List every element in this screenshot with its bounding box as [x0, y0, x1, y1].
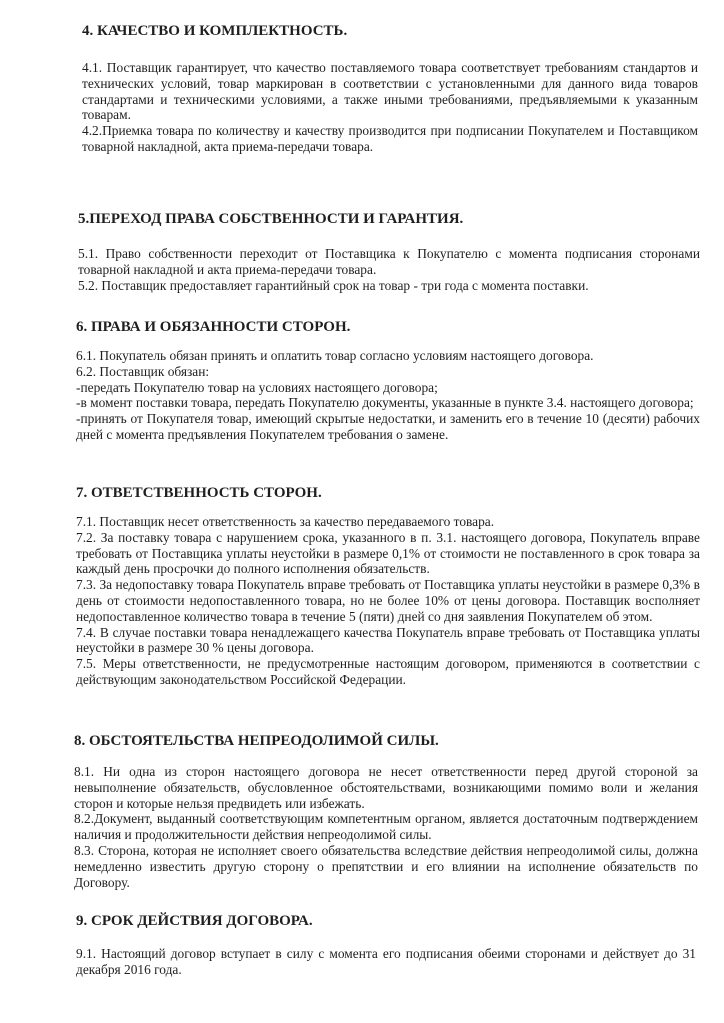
paragraph-6-1: 6.1. Покупатель обязан принять и оплатить товар согласно условиям настоящего договора. [76, 348, 594, 363]
section-7-liability [76, 484, 700, 688]
paragraph-8-3: 8.3. Сторона, которая не исполняет своего обязательства вследствие действия непреодолимой силы, должна немедленно известить другую сторону о препятствии и его влиянии на исполнение обязательств по Договору. [74, 842, 698, 890]
paragraph-6-2-c: -принять от Покупателя товар, имеющий скрытые недостатки, и заменить его в течение 10 (десяти) рабочих дней с момента предъявления Покупателем требования о замене. [76, 411, 700, 442]
paragraph-4-2: 4.2.Приемка товара по количеству и качеству производится при подписании Покупателем и Поставщиком товарной накладной, акта приема-передачи товара. [82, 123, 698, 154]
paragraph-7-1: 7.1. Поставщик несет ответственность за качество передаваемого товара. [76, 514, 495, 529]
section-title: 4. КАЧЕСТВО И КОМПЛЕКТНОСТЬ. [82, 23, 348, 39]
section-4-quality [82, 22, 698, 155]
section-title: 9. СРОК ДЕЙСТВИЯ ДОГОВОРА. [76, 913, 313, 929]
section-title: 6. ПРАВА И ОБЯЗАННОСТИ СТОРОН. [76, 319, 351, 335]
section-title: 8. ОБСТОЯТЕЛЬСТВА НЕПРЕОДОЛИМОЙ СИЛЫ. [74, 733, 439, 749]
section-6-rights [76, 318, 700, 443]
section-title: 5.ПЕРЕХОД ПРАВА СОБСТВЕННОСТИ И ГАРАНТИЯ. [78, 211, 464, 227]
section-9-term [76, 912, 696, 978]
paragraph-5-2: 5.2. Поставщик предоставляет гарантийный срок на товар - три года с момента поставки. [78, 277, 589, 293]
paragraph-7-4: 7.4. В случае поставки товара ненадлежащего качества Покупатель вправе требовать от Поставщика уплаты неустойки в размере 30 % цены договора. [76, 624, 700, 656]
section-title: 7. ОТВЕТСТВЕННОСТЬ СТОРОН. [76, 485, 322, 501]
paragraph-8-2: 8.2.Документ, выданный соответствующим компетентным органом, является достаточным подтверждением наличия и продолжительности действия непреодолимой силы. [74, 811, 698, 843]
paragraph-9-1: 9.1. Настоящий договор вступает в силу с момента его подписания обеими сторонами и действует до 31 декабря 2016 года. [76, 946, 696, 977]
paragraph-6-2-a: -передать Покупателю товар на условиях настоящего договора; [76, 379, 438, 395]
paragraph-7-3: 7.3. За недопоставку товара Покупатель вправе требовать от Поставщика уплаты неустойки в размере 0,3% в день от стоимости недопоставленного товара, но не более 10% от цены договора. Поставщик восполняет недопоставленное количество товара в течение 5 (пяти) дней со дня заявления Покупателем об этом. [76, 577, 700, 624]
paragraph-6-2-b: -в момент поставки товара, передать Покупателю документы, указанные в пункте 3.4. настоящего договора; [76, 395, 694, 411]
paragraph-5-1: 5.1. Право собственности переходит от Поставщика к Покупателю с момента подписания сторонами товарной накладной и акта приема-передачи товара. [78, 246, 700, 277]
paragraph-4-1: 4.1. Поставщик гарантирует, что качество поставляемого товара соответствует требованиям стандартов и технических условий, товар маркирован в соответствии с установленными для данного вида товаров стандартами и техническими условиями, а также иными требованиями, предъявляемыми к указанным товарам. [82, 60, 698, 123]
paragraph-8-1: 8.1. Ни одна из сторон настоящего договора не несет ответственности перед другой стороной за невыполнение обязательств, обусловленное обстоятельствами, возникающими помимо воли и желания сторон и которые нельзя предвидеть или избежать. [74, 764, 698, 811]
paragraph-6-2: 6.2. Поставщик обязан: [76, 363, 210, 379]
paragraph-7-5: 7.5. Меры ответственности, не предусмотренные настоящим договором, применяются в соответствии с действующим законодательством Российской Федерации. [76, 656, 700, 687]
paragraph-7-2: 7.2. За поставку товара с нарушением срока, указанного в п. 3.1. настоящего договора, Покупатель вправе требовать от Поставщика уплаты неустойки в размере 0,1% от стоимости не поставленного в срок товара за каждый день просрочки до полного исполнения обязательств. [76, 529, 700, 577]
section-8-force-majeure [74, 732, 698, 890]
section-5-ownership [78, 210, 700, 293]
